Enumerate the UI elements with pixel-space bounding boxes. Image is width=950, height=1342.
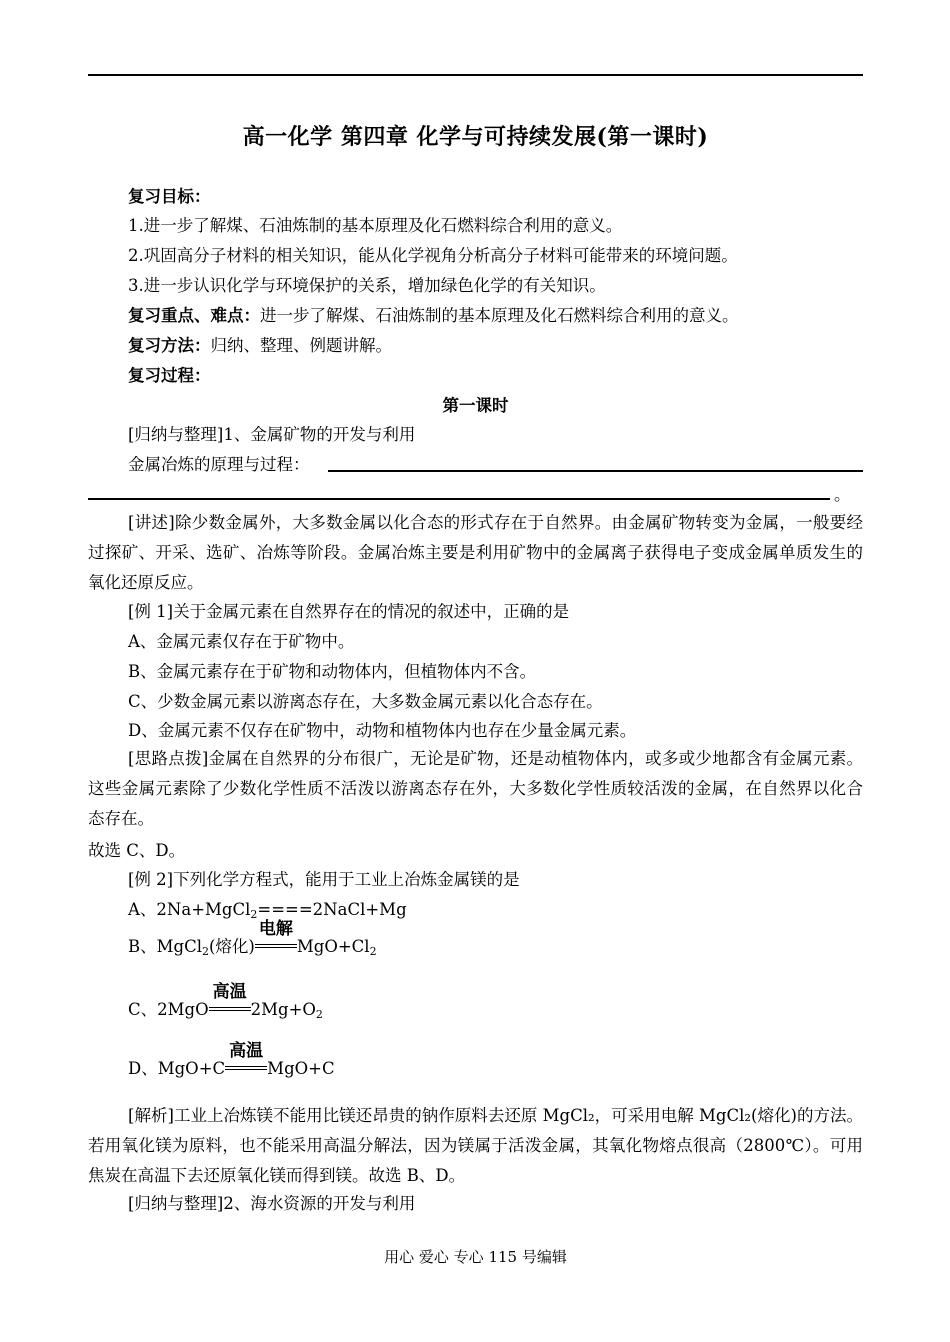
example-1-option-b: B、金属元素存在于矿物和动物体内，但植物体内不含。 — [128, 662, 537, 681]
reaction-arrow — [255, 944, 297, 948]
method-line — [128, 335, 392, 357]
opt-a-sub: 2 — [250, 908, 258, 921]
opt-a-suffix: ====2NaCl+Mg — [257, 900, 407, 919]
method-text: 归纳、整理、例题讲解。 — [210, 336, 392, 355]
example-1-hint: [思路点拨]金属在自然界的分布很广，无论是矿物，还是动植物体内，或多或少地都含有金属元素。这些金属元素除了少数化学性质不活泼以游离态存在外，大多数化学性质较活泼的金属，在自然界以化合态存在。 — [88, 749, 863, 828]
opt-d-prefix: D、MgO+C — [128, 1059, 226, 1078]
opt-c-suffix: 2Mg+O — [250, 1000, 316, 1019]
principle-label: 金属冶炼的原理与过程： — [128, 455, 310, 474]
process-label: 复习过程： — [128, 366, 211, 385]
example-2-option-c — [128, 982, 323, 1021]
summary-1: [归纳与整理]1、金属矿物的开发与利用 — [128, 425, 416, 444]
opt-b-suffix: MgO+Cl — [296, 937, 370, 956]
condition-label: 电解 — [258, 919, 293, 939]
reaction-arrow — [225, 1066, 267, 1070]
example-2-analysis: [解析]工业上冶炼镁不能用比镁还昂贵的钠作原料去还原 MgCl₂，可采用电解 MgCl₂(熔化)的方法。若用氧化镁为原料，也不能采用高温分解法，因为镁属于活泼金属，其氧化物熔点很高（2800℃）。可用焦炭在高温下去还原氧化镁而得到镁。故选 B、D。 — [88, 1106, 863, 1185]
page-title: 高一化学 第四章 化学与可持续发展(第一课时) — [242, 124, 709, 150]
objective-1: 1.进一步了解煤、石油炼制的基本原理及化石燃料综合利用的意义。 — [128, 216, 623, 235]
fill-blank-line-1 — [328, 470, 863, 472]
opt-d-suffix: MgO+C — [267, 1059, 335, 1078]
example-2-option-b — [128, 919, 377, 958]
example-1-answer: 故选 C、D。 — [88, 841, 186, 860]
example-1-question: [例 1]关于金属元素在自然界存在的情况的叙述中，正确的是 — [128, 602, 570, 621]
focus-text: 进一步了解煤、石油炼制的基本原理及化石燃料综合利用的意义。 — [260, 306, 739, 325]
lecture-paragraph: [讲述]除少数金属外，大多数金属以化合态的形式存在于自然界。由金属矿物转变为金属，一般要经过探矿、开采、选矿、冶炼等阶段。金属冶炼主要是利用矿物中的金属离子获得电子变成金属单质发生的氧化还原反应。 — [88, 513, 863, 592]
condition-label: 高温 — [212, 982, 247, 1002]
example-2-option-d — [128, 1041, 335, 1080]
method-label: 复习方法： — [128, 336, 211, 355]
condition-label: 高温 — [229, 1041, 264, 1061]
header-rule — [88, 74, 863, 76]
reaction-arrow — [209, 1007, 251, 1011]
opt-b-sub: 2 — [201, 945, 209, 958]
focus-label: 复习重点、难点： — [128, 306, 260, 325]
example-1-option-c: C、少数金属元素以游离态存在，大多数金属元素以化合态存在。 — [128, 692, 603, 711]
objectives-label: 复习目标： — [128, 187, 211, 206]
objective-3: 3.进一步认识化学与环境保护的关系，增加绿色化学的有关知识。 — [128, 276, 606, 295]
example-1-option-d: D、金属元素不仅存在矿物中，动物和植物体内也存在少量金属元素。 — [128, 721, 637, 740]
high-temp-condition — [209, 982, 251, 1021]
objective-2: 2.巩固高分子材料的相关知识，能从化学视角分析高分子材料可能带来的环境问题。 — [128, 246, 738, 265]
opt-b-mid: (熔化) — [208, 937, 255, 956]
summary-2: [归纳与整理]2、海水资源的开发与利用 — [128, 1194, 416, 1213]
electrolysis-condition — [255, 919, 297, 958]
focus-line — [128, 305, 739, 327]
blank-period: 。 — [834, 485, 851, 504]
example-2-option-a — [128, 899, 407, 921]
opt-b-sub2: 2 — [369, 945, 377, 958]
opt-a-prefix: A、2Na+MgCl — [128, 900, 251, 919]
opt-c-prefix: C、2MgO — [128, 1000, 209, 1019]
opt-c-sub: 2 — [315, 1008, 323, 1021]
opt-b-prefix: B、MgCl — [128, 937, 202, 956]
page-footer: 用心 爱心 专心 115 号编辑 — [384, 1248, 567, 1266]
section-heading: 第一课时 — [442, 396, 509, 415]
high-temp-condition — [225, 1041, 267, 1080]
example-1-option-a: A、金属元素仅存在于矿物中。 — [128, 632, 355, 651]
example-2-question: [例 2]下列化学方程式，能用于工业上冶炼金属镁的是 — [128, 870, 520, 889]
fill-blank-line-2 — [88, 498, 830, 500]
